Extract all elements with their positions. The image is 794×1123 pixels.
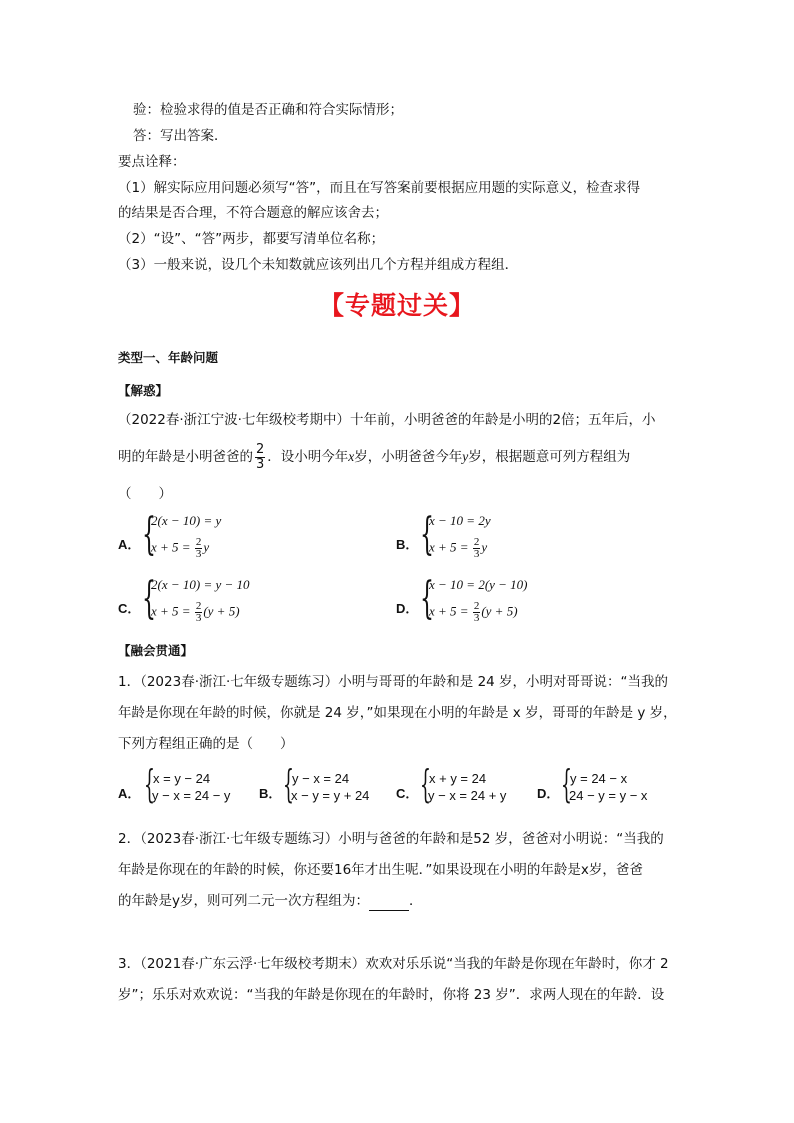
p1-c-eq2: y − x = 24 + y: [428, 788, 507, 803]
p1-option-a-label[interactable]: A．: [118, 786, 141, 801]
answer-blank[interactable]: [369, 896, 409, 911]
option-a-eq2: [151, 537, 209, 560]
p1-c-eq1: x + y = 24: [429, 771, 487, 786]
q-fraction: [255, 443, 265, 472]
type1-title: 类型一、年龄问题: [118, 350, 219, 365]
p1-a-eq1: x = y − 24: [153, 771, 211, 786]
p3-line1: 3．（2021春·广东云浮·七年级校考期末）欢欢对乐乐说“当我的年龄是你现在年龄时，你才 2: [118, 956, 669, 972]
frac-den: 3: [195, 548, 202, 560]
brace-icon: {: [420, 573, 434, 624]
practice-label: 【融会贯通】: [118, 643, 194, 658]
q-line2-text-c: 岁，小明爸爸今年: [354, 449, 463, 465]
option-c-label[interactable]: C．: [118, 601, 141, 616]
p3-line2: 岁”；乐乐对欢欢说：“当我的年龄是你现在的年龄时，你将 23 岁”．求两人现在的年龄．设: [118, 987, 665, 1003]
option-d-eq1: x − 10 = 2(y − 10): [429, 577, 528, 592]
option-c-eq2-right: (y + 5): [203, 603, 240, 619]
option-c-eq2: [151, 601, 240, 624]
brace-icon: {: [420, 509, 434, 560]
type1-question-line2: [118, 440, 630, 474]
frac-num: 2: [195, 600, 202, 612]
option-b-label[interactable]: B．: [396, 537, 419, 552]
p1-line3: 下列方程组正确的是（ ）: [118, 736, 294, 752]
frac-den: 3: [195, 612, 202, 624]
p1-line1: 1．（2023春·浙江·七年级专题练习）小明与哥哥的年龄和是 24 岁，小明对哥哥说：“当我的: [118, 674, 669, 690]
intro-answer-line: 答：写出答案．: [133, 128, 228, 144]
intro-note-1b: 的结果是否合理，不符合题意的解应该舍去；: [118, 205, 388, 221]
p1-option-b-label[interactable]: B．: [259, 786, 282, 801]
p1-option-c-label[interactable]: C．: [396, 786, 419, 801]
p1-d-eq2: 24 − y = y − x: [569, 788, 648, 803]
option-a-eq2-right: y: [203, 539, 210, 555]
brace-icon: {: [142, 573, 156, 624]
q-var-y: y: [462, 449, 469, 464]
frac-num: 2: [473, 536, 480, 548]
frac-den: 3: [473, 548, 480, 560]
type1-explain-label: 【解惑】: [118, 383, 169, 398]
frac-num: 2: [473, 600, 480, 612]
option-b-eq2-left: x + 5 =: [429, 539, 472, 555]
intro-note-3: （3）一般来说，设几个未知数就应该列出几个方程并组成方程组．: [118, 257, 519, 273]
p2-line3: [118, 891, 423, 911]
option-d-label[interactable]: D．: [396, 601, 419, 616]
option-c-eq1: 2(x − 10) = y − 10: [151, 577, 250, 592]
option-b-eq1: x − 10 = 2y: [429, 513, 491, 528]
p1-b-eq2: x − y = y + 24: [291, 788, 370, 803]
p1-option-d-label[interactable]: D．: [537, 786, 560, 801]
p2-line3-end: ．: [409, 893, 423, 909]
intro-heading: 要点诠释：: [118, 154, 186, 170]
option-d-eq2-left: x + 5 =: [429, 603, 472, 619]
brace-icon: {: [561, 762, 572, 806]
q-line2-text-a: 明的年龄是小明爸爸的: [118, 449, 253, 465]
p2-line1: 2．（2023春·浙江·七年级专题练习）小明与爸爸的年龄和是52 岁，爸爸对小明说：“当我的: [118, 831, 664, 847]
brace-icon: {: [144, 762, 155, 806]
p2-line3-text: 的年龄是y岁，则可列二元一次方程组为：: [118, 893, 369, 909]
p2-line2: 年龄是你现在的年龄的时候，你还要16年才出生呢．”如果设现在小明的年龄是x岁，爸爸: [118, 862, 643, 878]
brace-icon: {: [420, 762, 431, 806]
q-var-x: x: [348, 449, 355, 464]
option-a-frac: [195, 537, 203, 560]
q-frac-num: 2: [256, 441, 265, 457]
q-line2-text-b: ．设小明今年: [267, 449, 349, 465]
option-a-label[interactable]: A．: [118, 537, 141, 552]
p1-line2: 年龄是你现在年龄的时候，你就是 24 岁，”如果现在小明的年龄是 x 岁，哥哥的年龄是 y 岁，: [118, 705, 677, 721]
option-d-frac: [473, 601, 481, 624]
option-a-eq2-left: x + 5 =: [151, 539, 194, 555]
p1-d-eq1: y = 24 − x: [570, 771, 628, 786]
p1-b-eq1: y − x = 24: [292, 771, 350, 786]
option-b-frac: [473, 537, 481, 560]
option-a-eq1: 2(x − 10) = y: [151, 513, 222, 528]
option-d-eq2-right: (y + 5): [481, 603, 518, 619]
option-b-eq2-right: y: [481, 539, 488, 555]
intro-note-1a: （1）解实际应用问题必须写“答”，而且在写答案前要根据应用题的实际意义，检查求得: [118, 180, 641, 196]
type1-question-line1: （2022春·浙江宁波·七年级校考期中）十年前，小明爸爸的年龄是小明的2倍；五年后，小: [118, 412, 656, 428]
intro-note-2: （2）“设”、“答”两步，都要写清单位名称；: [118, 231, 385, 247]
option-c-frac: [195, 601, 203, 624]
section-title: 【专题过关】: [318, 291, 475, 320]
type1-answer-paren: （ ）: [118, 486, 172, 502]
intro-verify-line: 验：检验求得的值是否正确和符合实际情形；: [133, 102, 403, 118]
p1-a-eq2: y − x = 24 − y: [152, 788, 231, 803]
q-line2-text-d: 岁，根据题意可列方程组为: [468, 449, 631, 465]
option-c-eq2-left: x + 5 =: [151, 603, 194, 619]
brace-icon: {: [283, 762, 294, 806]
option-b-eq2: [429, 537, 487, 560]
q-frac-den: 3: [256, 456, 265, 472]
frac-num: 2: [195, 536, 202, 548]
brace-icon: {: [142, 509, 156, 560]
option-d-eq2: [429, 601, 518, 624]
frac-den: 3: [473, 612, 480, 624]
